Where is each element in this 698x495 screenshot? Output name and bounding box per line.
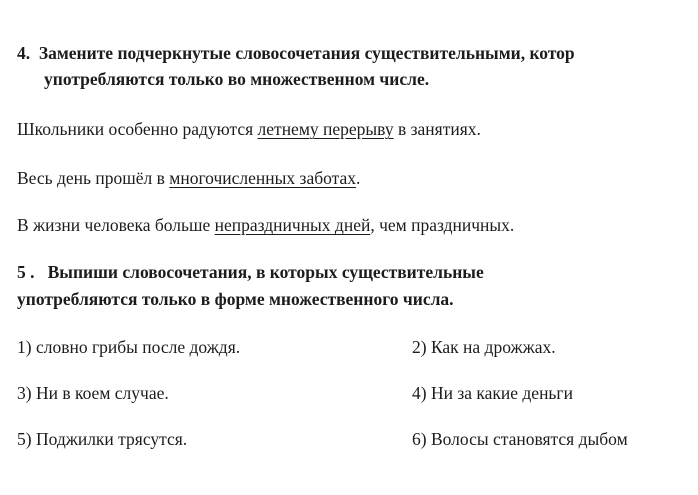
task-4-heading-line1 bbox=[17, 43, 575, 64]
sentence-2-before: Весь день прошёл в bbox=[17, 168, 170, 188]
sentence-2-after: . bbox=[356, 168, 361, 188]
option-2: 2) Как на дрожжах. bbox=[412, 337, 556, 357]
option-5: 5) Поджилки трясутся. bbox=[17, 429, 188, 449]
sentence-3-before: В жизни человека больше bbox=[17, 215, 215, 235]
sentence-1-underlined: летнему перерыву bbox=[257, 119, 394, 139]
task-4-number: 4. bbox=[17, 43, 31, 63]
option-4: 4) Ни за какие деньги bbox=[412, 383, 573, 403]
sentence-1-before: Школьники особенно радуются bbox=[17, 119, 258, 139]
option-1: 1) словно грибы после дождя. bbox=[17, 337, 241, 357]
sentence-3-underlined: непраздничных дней bbox=[214, 215, 371, 235]
task-5-text-line1: Выпиши словосочетания, в которых существительные bbox=[47, 262, 484, 282]
task-5-heading-line1 bbox=[17, 262, 484, 283]
sentence-2 bbox=[17, 168, 360, 189]
sentence-1-after: в занятиях. bbox=[393, 119, 481, 139]
option-6: 6) Волосы становятся дыбом bbox=[412, 429, 628, 449]
option-3: 3) Ни в коем случае. bbox=[17, 383, 169, 403]
sentence-1 bbox=[17, 119, 481, 140]
task-4-text-line1: Замените подчеркнутые словосочетания существительными, котор bbox=[38, 43, 575, 63]
task-4-text-line2: употребляются только во множественном числе. bbox=[44, 69, 430, 89]
task-5-text-line2: употребляются только в форме множественного числа. bbox=[17, 289, 454, 309]
sentence-3-after: , чем праздничных. bbox=[370, 215, 515, 235]
sentence-3 bbox=[17, 215, 514, 236]
sentence-2-underlined: многочисленных заботах bbox=[169, 168, 357, 188]
task-5-number: 5 . bbox=[17, 262, 35, 282]
